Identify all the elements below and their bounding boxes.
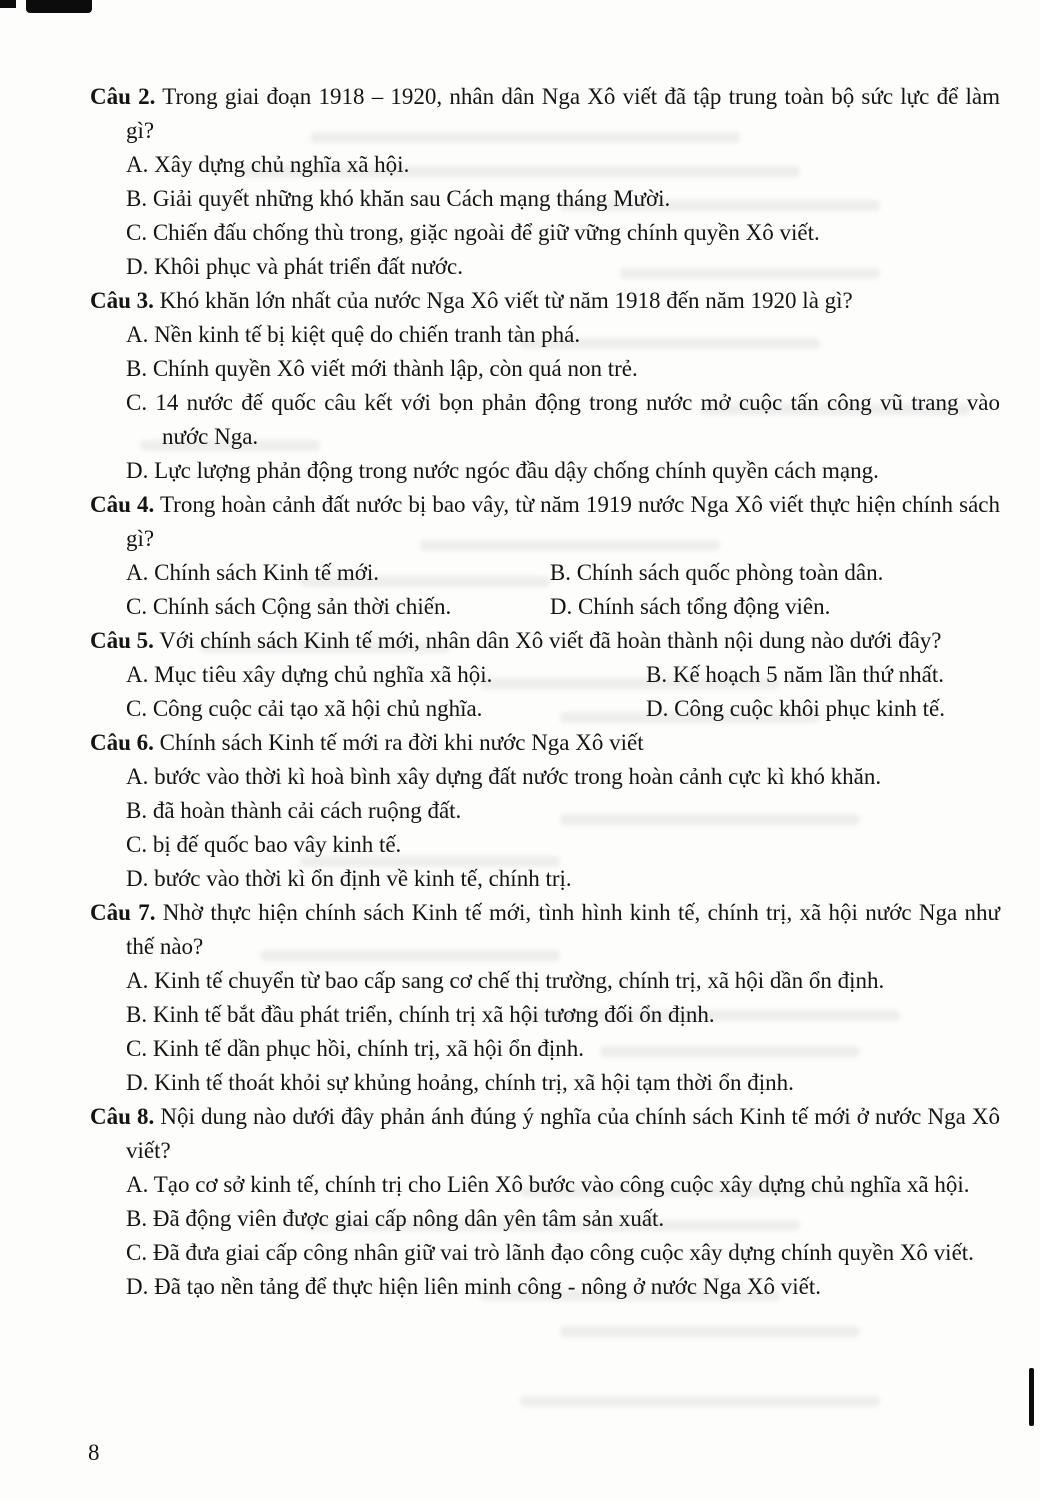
option-letter: A.: [126, 152, 149, 177]
page-number: 8: [88, 1440, 100, 1465]
question-number: Câu 5.: [90, 628, 154, 653]
answer-option: [90, 760, 1000, 794]
option-letter: B.: [126, 1206, 148, 1231]
option-letter: D.: [549, 594, 573, 619]
option-text: Tạo cơ sở kinh tế, chính trị cho Liên Xô bước vào công cuộc xây dựng chủ nghĩa xã hội.: [153, 1172, 970, 1197]
option-row: [126, 658, 1000, 692]
option-text: Công cuộc khôi phục kinh tế.: [674, 696, 945, 721]
question-stem: [90, 726, 1000, 760]
answer-option: [90, 794, 1000, 828]
question-text: Nhờ thực hiện chính sách Kinh tế mới, tình hình kinh tế, chính trị, xã hội nước Nga như thế nào?: [126, 900, 1000, 959]
answer-option: [646, 692, 1000, 726]
option-letter: C.: [126, 696, 148, 721]
option-letter: A.: [126, 662, 149, 687]
option-text: 14 nước đế quốc câu kết với bọn phản động trong nước mở cuộc tấn công vũ trang vào nước Nga.: [155, 390, 1000, 449]
option-letter: C.: [126, 390, 148, 415]
option-text: Nền kinh tế bị kiệt quệ do chiến tranh tàn phá.: [154, 322, 581, 347]
answer-option: [126, 590, 550, 624]
option-letter: B.: [126, 1002, 148, 1027]
scan-artifact-corner: [0, 0, 16, 8]
option-text: Đã động viên được giai cấp nông dân yên tâm sản xuất.: [152, 1206, 665, 1231]
option-letter: A.: [126, 1172, 149, 1197]
answer-option: [90, 352, 1000, 386]
question-stem: [90, 1100, 1000, 1168]
option-letter: C.: [126, 1036, 148, 1061]
option-text: Chính sách tổng động viên.: [578, 594, 831, 619]
question-cau-4: [90, 488, 1000, 624]
option-letter: A.: [126, 560, 149, 585]
scan-artifact-top-left: [26, 0, 92, 13]
option-letter: B.: [126, 798, 148, 823]
option-text: Kinh tế dần phục hồi, chính trị, xã hội ổn định.: [152, 1036, 585, 1061]
option-text: Khôi phục và phát triển đất nước.: [154, 254, 463, 279]
option-text: Kinh tế thoát khỏi sự khủng hoảng, chính trị, xã hội tạm thời ổn định.: [154, 1070, 794, 1095]
option-text: Kinh tế chuyển từ bao cấp sang cơ chế thị trường, chính trị, xã hội dần ổn định.: [154, 968, 885, 993]
answer-option: [90, 1270, 1000, 1304]
question-number: Câu 6.: [90, 730, 154, 755]
option-letter: D.: [646, 696, 669, 721]
option-text: bước vào thời kì hoà bình xây dựng đất nước trong hoàn cảnh cực kì khó khăn.: [154, 764, 882, 789]
question-text: Trong giai đoạn 1918 – 1920, nhân dân Nga Xô viết đã tập trung toàn bộ sức lực để làm gì?: [126, 84, 1000, 143]
option-letter: A.: [126, 968, 149, 993]
answer-option: [90, 216, 1000, 250]
option-text: Kinh tế bắt đầu phát triển, chính trị xã hội tương đối ổn định.: [152, 1002, 715, 1027]
question-cau-6: [90, 726, 1000, 896]
answer-option: [126, 556, 550, 590]
question-stem: [90, 488, 1000, 556]
answer-option: [90, 182, 1000, 216]
option-row: [126, 692, 1000, 726]
question-cau-2: [90, 80, 1000, 284]
option-text: Xây dựng chủ nghĩa xã hội.: [154, 152, 410, 177]
option-text: bị đế quốc bao vây kinh tế.: [152, 832, 402, 857]
answer-option: [90, 318, 1000, 352]
question-number: Câu 4.: [90, 492, 155, 517]
option-row: [126, 590, 1000, 624]
option-text: Kế hoạch 5 năm lần thứ nhất.: [672, 662, 944, 687]
question-list: [90, 80, 1000, 1304]
answer-option: [90, 1168, 1000, 1202]
option-text: Lực lượng phản động trong nước ngóc đầu dậy chống chính quyền cách mạng.: [154, 458, 879, 483]
option-letter: A.: [126, 322, 149, 347]
option-letter: D.: [126, 458, 149, 483]
answer-option: [90, 386, 1000, 454]
question-text: Chính sách Kinh tế mới ra đời khi nước Nga Xô viết: [159, 730, 644, 755]
option-text: Chính sách Cộng sản thời chiến.: [152, 594, 452, 619]
question-stem: [90, 896, 1000, 964]
option-text: Mục tiêu xây dựng chủ nghĩa xã hội.: [154, 662, 493, 687]
option-letter: B.: [126, 356, 148, 381]
answer-option: [90, 148, 1000, 182]
option-letter: C.: [126, 832, 148, 857]
answer-option: [90, 828, 1000, 862]
answer-option: [90, 1202, 1000, 1236]
question-stem: [90, 80, 1000, 148]
answer-option: [126, 692, 646, 726]
question-text: Khó khăn lớn nhất của nước Nga Xô viết từ năm 1918 đến năm 1920 là gì?: [159, 288, 853, 313]
answer-option: [550, 556, 1000, 590]
option-text: Công cuộc cải tạo xã hội chủ nghĩa.: [152, 696, 483, 721]
option-letter: B.: [646, 662, 668, 687]
option-letter: B.: [549, 560, 571, 585]
option-letter: A.: [126, 764, 149, 789]
question-cau-7: [90, 896, 1000, 1100]
option-letter: D.: [126, 254, 149, 279]
answer-option: [550, 590, 1000, 624]
answer-option: [90, 1066, 1000, 1100]
question-stem: [90, 624, 1000, 658]
answer-option: [126, 658, 646, 692]
scan-artifact-right-edge: [1029, 1368, 1034, 1426]
question-cau-3: [90, 284, 1000, 488]
option-text: Chính sách quốc phòng toàn dân.: [576, 560, 884, 585]
option-letter: C.: [126, 594, 148, 619]
question-cau-8: [90, 1100, 1000, 1304]
option-text: Đã đưa giai cấp công nhân giữ vai trò lãnh đạo công cuộc xây dựng chính quyền Xô viết.: [152, 1240, 974, 1265]
question-cau-5: [90, 624, 1000, 726]
answer-option: [90, 1032, 1000, 1066]
option-letter: C.: [126, 220, 148, 245]
question-number: Câu 7.: [90, 900, 156, 925]
option-letter: D.: [126, 1274, 149, 1299]
answer-option: [90, 998, 1000, 1032]
question-number: Câu 3.: [90, 288, 154, 313]
option-text: bước vào thời kì ổn định về kinh tế, chính trị.: [154, 866, 572, 891]
answer-option: [90, 1236, 1000, 1270]
bleed-through-mark: [520, 1396, 880, 1407]
option-letter: C.: [126, 1240, 148, 1265]
option-text: Chính sách Kinh tế mới.: [154, 560, 380, 585]
question-text: Với chính sách Kinh tế mới, nhân dân Xô viết đã hoàn thành nội dung nào dưới đây?: [159, 628, 942, 653]
option-text: Chiến đấu chống thù trong, giặc ngoài để giữ vững chính quyền Xô viết.: [152, 220, 820, 245]
answer-option: [646, 658, 1000, 692]
option-text: đã hoàn thành cải cách ruộng đất.: [152, 798, 462, 823]
question-text: Trong hoàn cảnh đất nước bị bao vây, từ năm 1919 nước Nga Xô viết thực hiện chính sách gì?: [126, 492, 1000, 551]
answer-option: [90, 964, 1000, 998]
option-text: Đã tạo nền tảng để thực hiện liên minh công - nông ở nước Nga Xô viết.: [154, 1274, 822, 1299]
answer-option: [90, 250, 1000, 284]
option-letter: B.: [126, 186, 148, 211]
question-number: Câu 2.: [90, 84, 156, 109]
question-text: Nội dung nào dưới đây phản ánh đúng ý nghĩa của chính sách Kinh tế mới ở nước Nga Xô viết?: [126, 1104, 1001, 1163]
option-letter: D.: [126, 1070, 149, 1095]
option-letter: D.: [126, 866, 149, 891]
question-number: Câu 8.: [90, 1104, 155, 1129]
option-text: Giải quyết những khó khăn sau Cách mạng tháng Mười.: [152, 186, 671, 211]
option-row: [126, 556, 1000, 590]
bleed-through-mark: [560, 1326, 860, 1337]
question-stem: [90, 284, 1000, 318]
answer-option: [90, 862, 1000, 896]
option-text: Chính quyền Xô viết mới thành lập, còn quá non trẻ.: [152, 356, 638, 381]
answer-option: [90, 454, 1000, 488]
